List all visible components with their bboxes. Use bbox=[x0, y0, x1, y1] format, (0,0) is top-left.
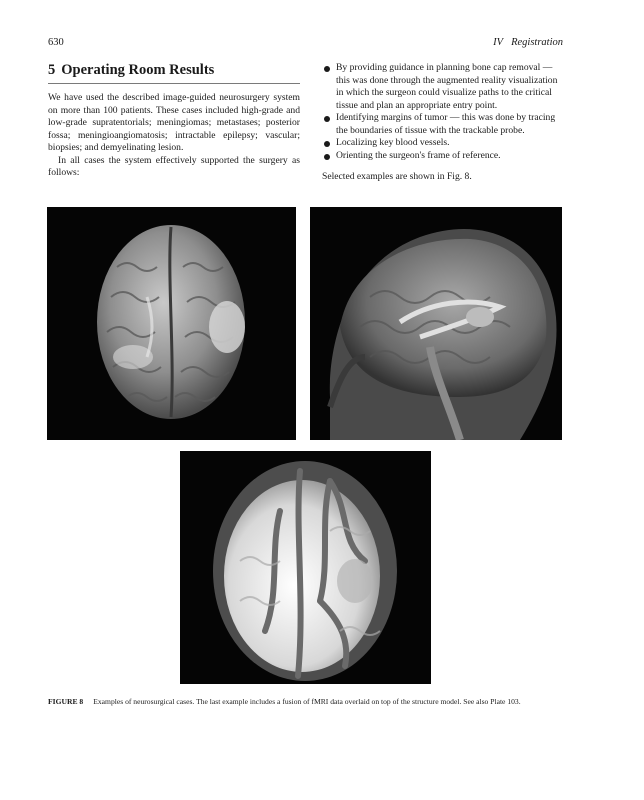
bullet-item bbox=[322, 112, 562, 137]
figure-brain-fmri-fusion bbox=[180, 451, 431, 684]
part-number: IV bbox=[493, 37, 504, 48]
bullet-item bbox=[322, 137, 562, 150]
bullet-list bbox=[322, 62, 562, 162]
brain-axial-render-icon bbox=[47, 207, 296, 440]
bullet-icon bbox=[324, 141, 330, 147]
selected-examples-text: Selected examples are shown in Fig. 8. bbox=[322, 171, 472, 182]
figure-label: FIGURE 8 bbox=[48, 697, 84, 706]
bullet-item bbox=[322, 150, 562, 163]
part-title: Registration bbox=[511, 37, 563, 48]
bullet-icon bbox=[324, 66, 330, 72]
figure-brain-axial bbox=[47, 207, 296, 440]
right-column bbox=[322, 62, 562, 184]
section-heading bbox=[48, 62, 300, 84]
section-title: Operating Room Results bbox=[61, 62, 215, 78]
left-column bbox=[48, 62, 300, 180]
body-paragraph-2: In all cases the system effectively supported the surgery as follows: bbox=[48, 154, 300, 178]
bullet-text: Localizing key blood vessels. bbox=[336, 137, 450, 148]
bullet-icon bbox=[324, 116, 330, 122]
page-number: 630 bbox=[48, 37, 64, 48]
bullet-icon bbox=[324, 154, 330, 160]
caption-text: Examples of neurosurgical cases. The last example includes a fusion of fMRI data overlaid on top of the structure model. See also Plate 103. bbox=[93, 697, 521, 706]
body-paragraph-1: We have used the described image-guided neurosurgery system on more than 100 patients. These cases included high-grade and low-grade supratentorials; meningiomas; metastases; posterior fossa; meningioangiomatosis; intractable epilepsy; vascular; biopsies; and demyelinating lesion. bbox=[48, 92, 300, 153]
figure-head-sagittal bbox=[310, 207, 562, 440]
bullet-text: Identifying margins of tumor — this was done by tracing the boundaries of tissue with the trackable probe. bbox=[336, 112, 556, 136]
bullet-item bbox=[322, 62, 562, 112]
bullet-text: Orienting the surgeon's frame of reference. bbox=[336, 149, 501, 161]
figure-caption bbox=[48, 697, 578, 707]
head-sagittal-render-icon bbox=[310, 207, 562, 440]
bullet-text: By providing guidance in planning bone cap removal — this was done through the augmented reality visualization in which the surgeon could visualize paths to the critical tissue and plan an appropriate entry point. bbox=[336, 62, 558, 111]
brain-fmri-fusion-render-icon bbox=[180, 451, 431, 684]
section-number: 5 bbox=[48, 62, 56, 78]
running-header bbox=[493, 37, 563, 48]
